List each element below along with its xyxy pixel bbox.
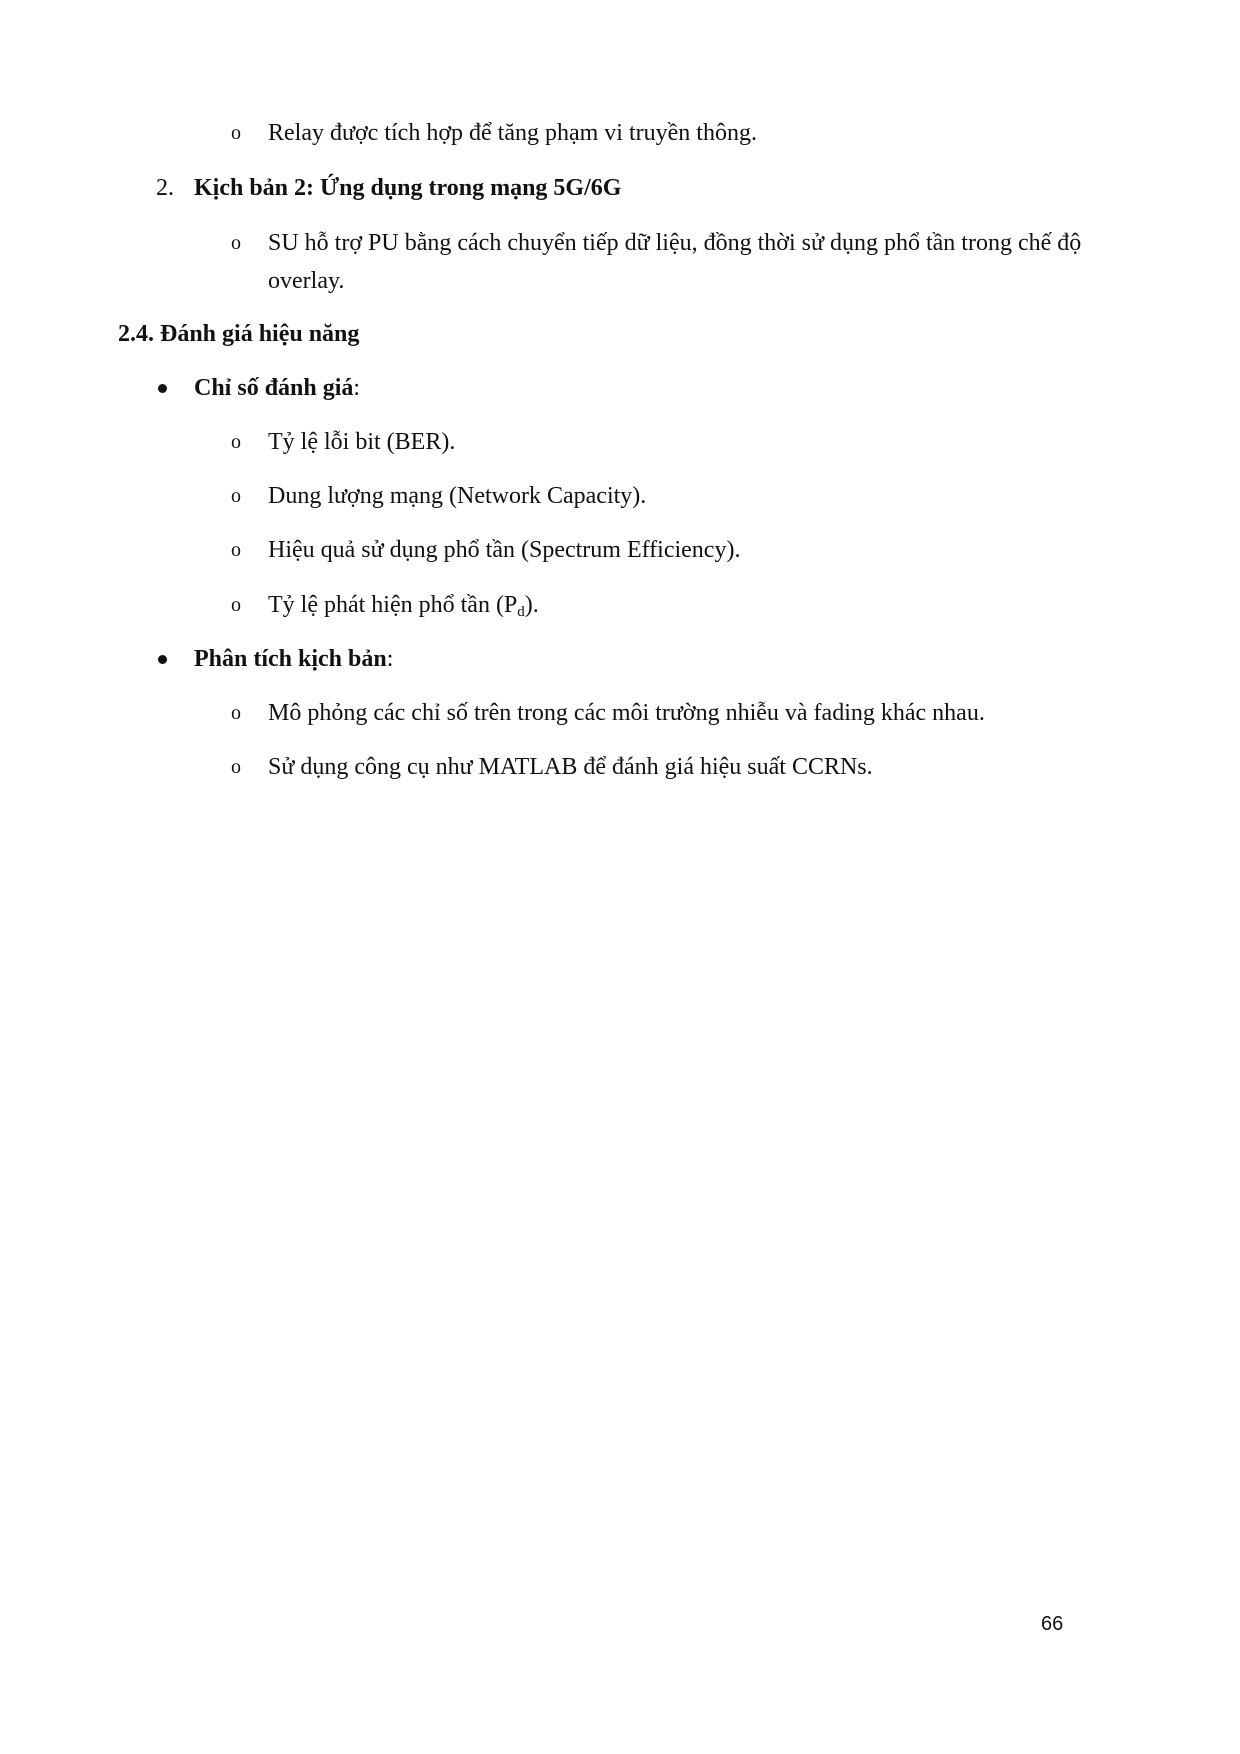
analysis-item: Sử dụng công cụ như MATLAB để đánh giá hiệu suất CCRNs. — [268, 754, 873, 780]
sub-bullet-marker: o — [231, 485, 241, 507]
metric-item: Tỷ lệ lỗi bit (BER). — [268, 429, 456, 455]
page-number: 66 — [1041, 1613, 1064, 1635]
scenario-2-title: Kịch bản 2: Ứng dụng trong mạng 5G/6G — [194, 175, 622, 201]
list-item-relay: Relay được tích hợp để tăng phạm vi truyền thông. — [268, 120, 757, 146]
list-number: 2. — [156, 175, 174, 201]
metrics-label: Chỉ số đánh giá — [194, 375, 354, 401]
bullet-marker — [158, 655, 167, 664]
analysis-item: Mô phỏng các chỉ số trên trong các môi trường nhiễu và fading khác nhau. — [268, 700, 985, 726]
list-item-scenario-2: SU hỗ trợ PU bằng cách chuyển tiếp dữ liệu, đồng thời sử dụng phổ tần trong chế độ overlay. — [268, 230, 1082, 294]
metric-item: Dung lượng mạng (Network Capacity). — [268, 483, 647, 509]
metric-item-suffix: ). — [524, 592, 539, 618]
analysis-colon: : — [386, 646, 394, 672]
sub-bullet-marker: o — [231, 232, 241, 254]
metric-item-detection — [268, 588, 539, 622]
sub-bullet-marker: o — [231, 594, 241, 616]
metrics-colon: : — [353, 375, 361, 401]
metric-item-subscript: d — [517, 604, 525, 620]
metric-item: Hiệu quả sử dụng phổ tần (Spectrum Efficiency). — [268, 537, 741, 563]
section-heading: 2.4. Đánh giá hiệu năng — [118, 321, 360, 347]
sub-bullet-marker: o — [231, 539, 241, 561]
metrics-heading — [194, 371, 360, 405]
bullet-marker — [158, 384, 167, 393]
sub-bullet-marker: o — [231, 431, 241, 453]
sub-bullet-marker: o — [231, 122, 241, 144]
analysis-label: Phân tích kịch bản — [194, 646, 387, 672]
analysis-heading — [194, 642, 393, 676]
metric-item-prefix: Tỷ lệ phát hiện phổ tần (P — [268, 592, 518, 618]
sub-bullet-marker: o — [231, 702, 241, 724]
sub-bullet-marker: o — [231, 756, 241, 778]
